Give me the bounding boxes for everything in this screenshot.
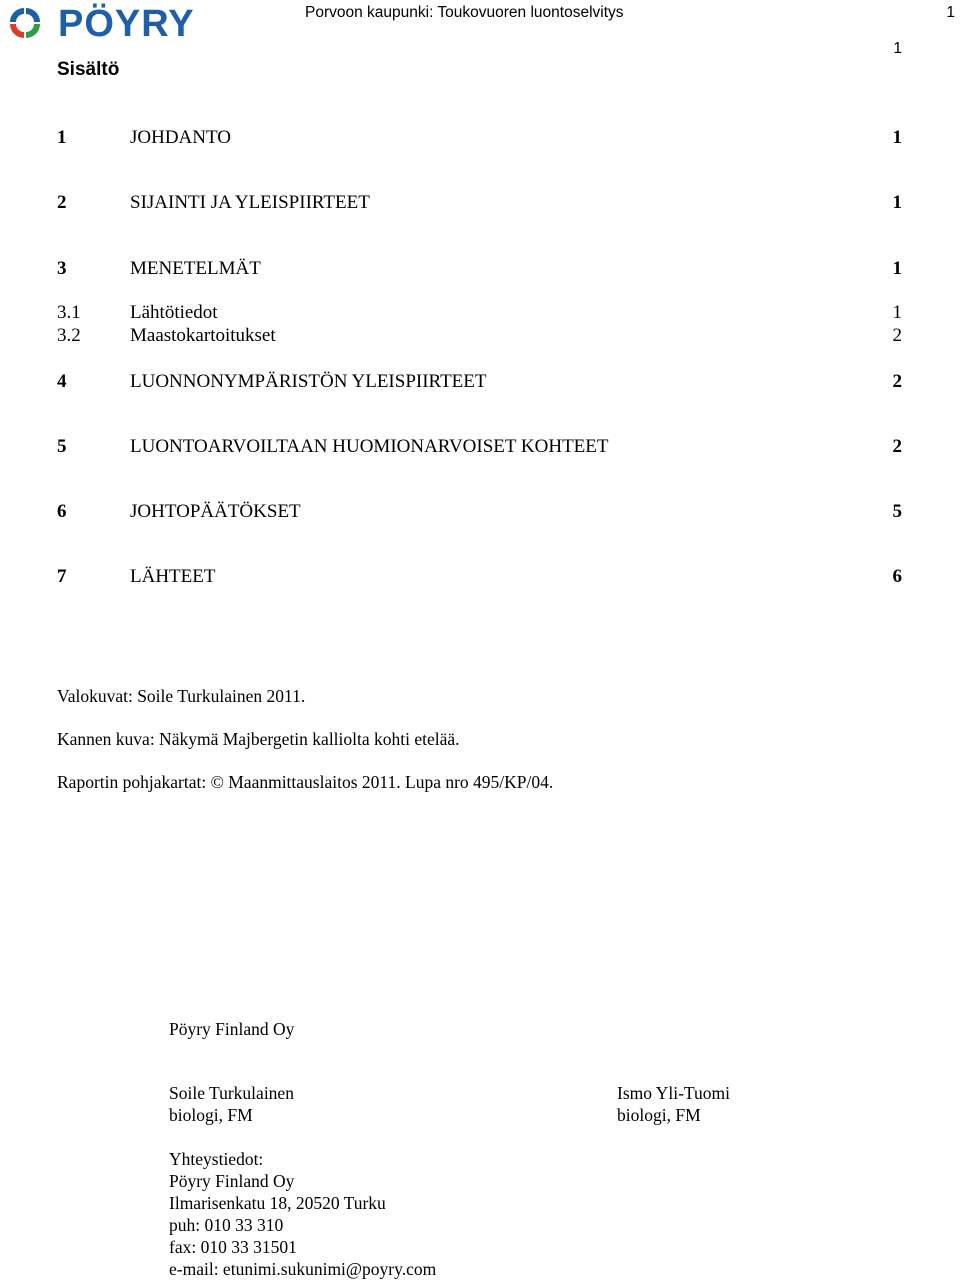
toc-entry[interactable] (57, 370, 902, 394)
company-name: Pöyry Finland Oy (169, 1019, 295, 1039)
author-2 (617, 1082, 730, 1126)
toc-entry-page: 1 (892, 258, 902, 279)
toc-entry[interactable] (57, 126, 902, 150)
header-page-number: 1 (946, 4, 955, 21)
toc-entry-title: LUONNONYMPÄRISTÖN YLEISPIIRTEET (130, 371, 487, 392)
toc-entry-number: 3.1 (57, 302, 81, 323)
toc-subentry[interactable] (57, 324, 902, 348)
toc-entry-number: 5 (57, 436, 67, 457)
toc-entry[interactable] (57, 500, 902, 524)
contact-phone: puh: 010 33 310 (169, 1215, 284, 1235)
document-title: Porvoon kaupunki: Toukovuoren luontoselvitys (305, 4, 624, 21)
contact-company: Pöyry Finland Oy (169, 1171, 295, 1191)
toc-entry-title: JOHDANTO (130, 127, 231, 148)
contact-heading: Yhteystiedot: (169, 1149, 264, 1169)
toc-entry-title: LUONTOARVOILTAAN HUOMIONARVOISET KOHTEET (130, 436, 609, 457)
toc-entry-title: Maastokartoitukset (130, 325, 276, 346)
toc-entry-number: 6 (57, 501, 67, 522)
author-1 (169, 1082, 294, 1126)
page-number: 1 (893, 40, 902, 57)
author-title: biologi, FM (169, 1105, 253, 1125)
toc-entry-page: 2 (892, 436, 902, 457)
toc-entry[interactable] (57, 257, 902, 281)
toc-entry-number: 1 (57, 127, 67, 148)
photo-credit: Valokuvat: Soile Turkulainen 2011. (57, 686, 306, 706)
toc-entry-page: 2 (892, 325, 902, 346)
toc-entry-title: JOHTOPÄÄTÖKSET (130, 501, 301, 522)
toc-entry-title: SIJAINTI JA YLEISPIIRTEET (130, 192, 370, 213)
author-title: biologi, FM (617, 1105, 701, 1125)
toc-heading: Sisältö (57, 59, 120, 80)
toc-entry-page: 1 (892, 127, 902, 148)
toc-subentry[interactable] (57, 301, 902, 325)
toc-entry-page: 1 (892, 302, 902, 323)
toc-entry-page: 2 (892, 371, 902, 392)
toc-entry-page: 1 (892, 192, 902, 213)
toc-entry[interactable] (57, 435, 902, 459)
toc-entry-number: 2 (57, 192, 67, 213)
toc-entry[interactable] (57, 565, 902, 589)
toc-entry-number: 4 (57, 371, 67, 392)
poyry-logo (4, 2, 232, 42)
contact-address: Ilmarisenkatu 18, 20520 Turku (169, 1193, 386, 1213)
toc-entry-number: 7 (57, 566, 67, 587)
toc-entry-page: 5 (892, 501, 902, 522)
map-credit: Raportin pohjakartat: © Maanmittauslaitos 2011. Lupa nro 495/KP/04. (57, 772, 554, 792)
author-name: Soile Turkulainen (169, 1083, 294, 1103)
logo-text: PÖYRY (58, 3, 195, 42)
contact-info (169, 1148, 436, 1280)
toc-entry-title: MENETELMÄT (130, 258, 261, 279)
toc-entry-title: LÄHTEET (130, 566, 216, 587)
cover-caption: Kannen kuva: Näkymä Majbergetin kalliolta kohti etelää. (57, 729, 460, 749)
toc-entry-page: 6 (892, 566, 902, 587)
contact-fax: fax: 010 33 31501 (169, 1237, 297, 1257)
author-name: Ismo Yli-Tuomi (617, 1083, 730, 1103)
toc-entry-number: 3.2 (57, 325, 81, 346)
toc-entry[interactable] (57, 191, 902, 215)
toc-entry-title: Lähtötiedot (130, 302, 218, 323)
contact-email[interactable]: e-mail: etunimi.sukunimi@poyry.com (169, 1259, 437, 1279)
toc-entry-number: 3 (57, 258, 67, 279)
